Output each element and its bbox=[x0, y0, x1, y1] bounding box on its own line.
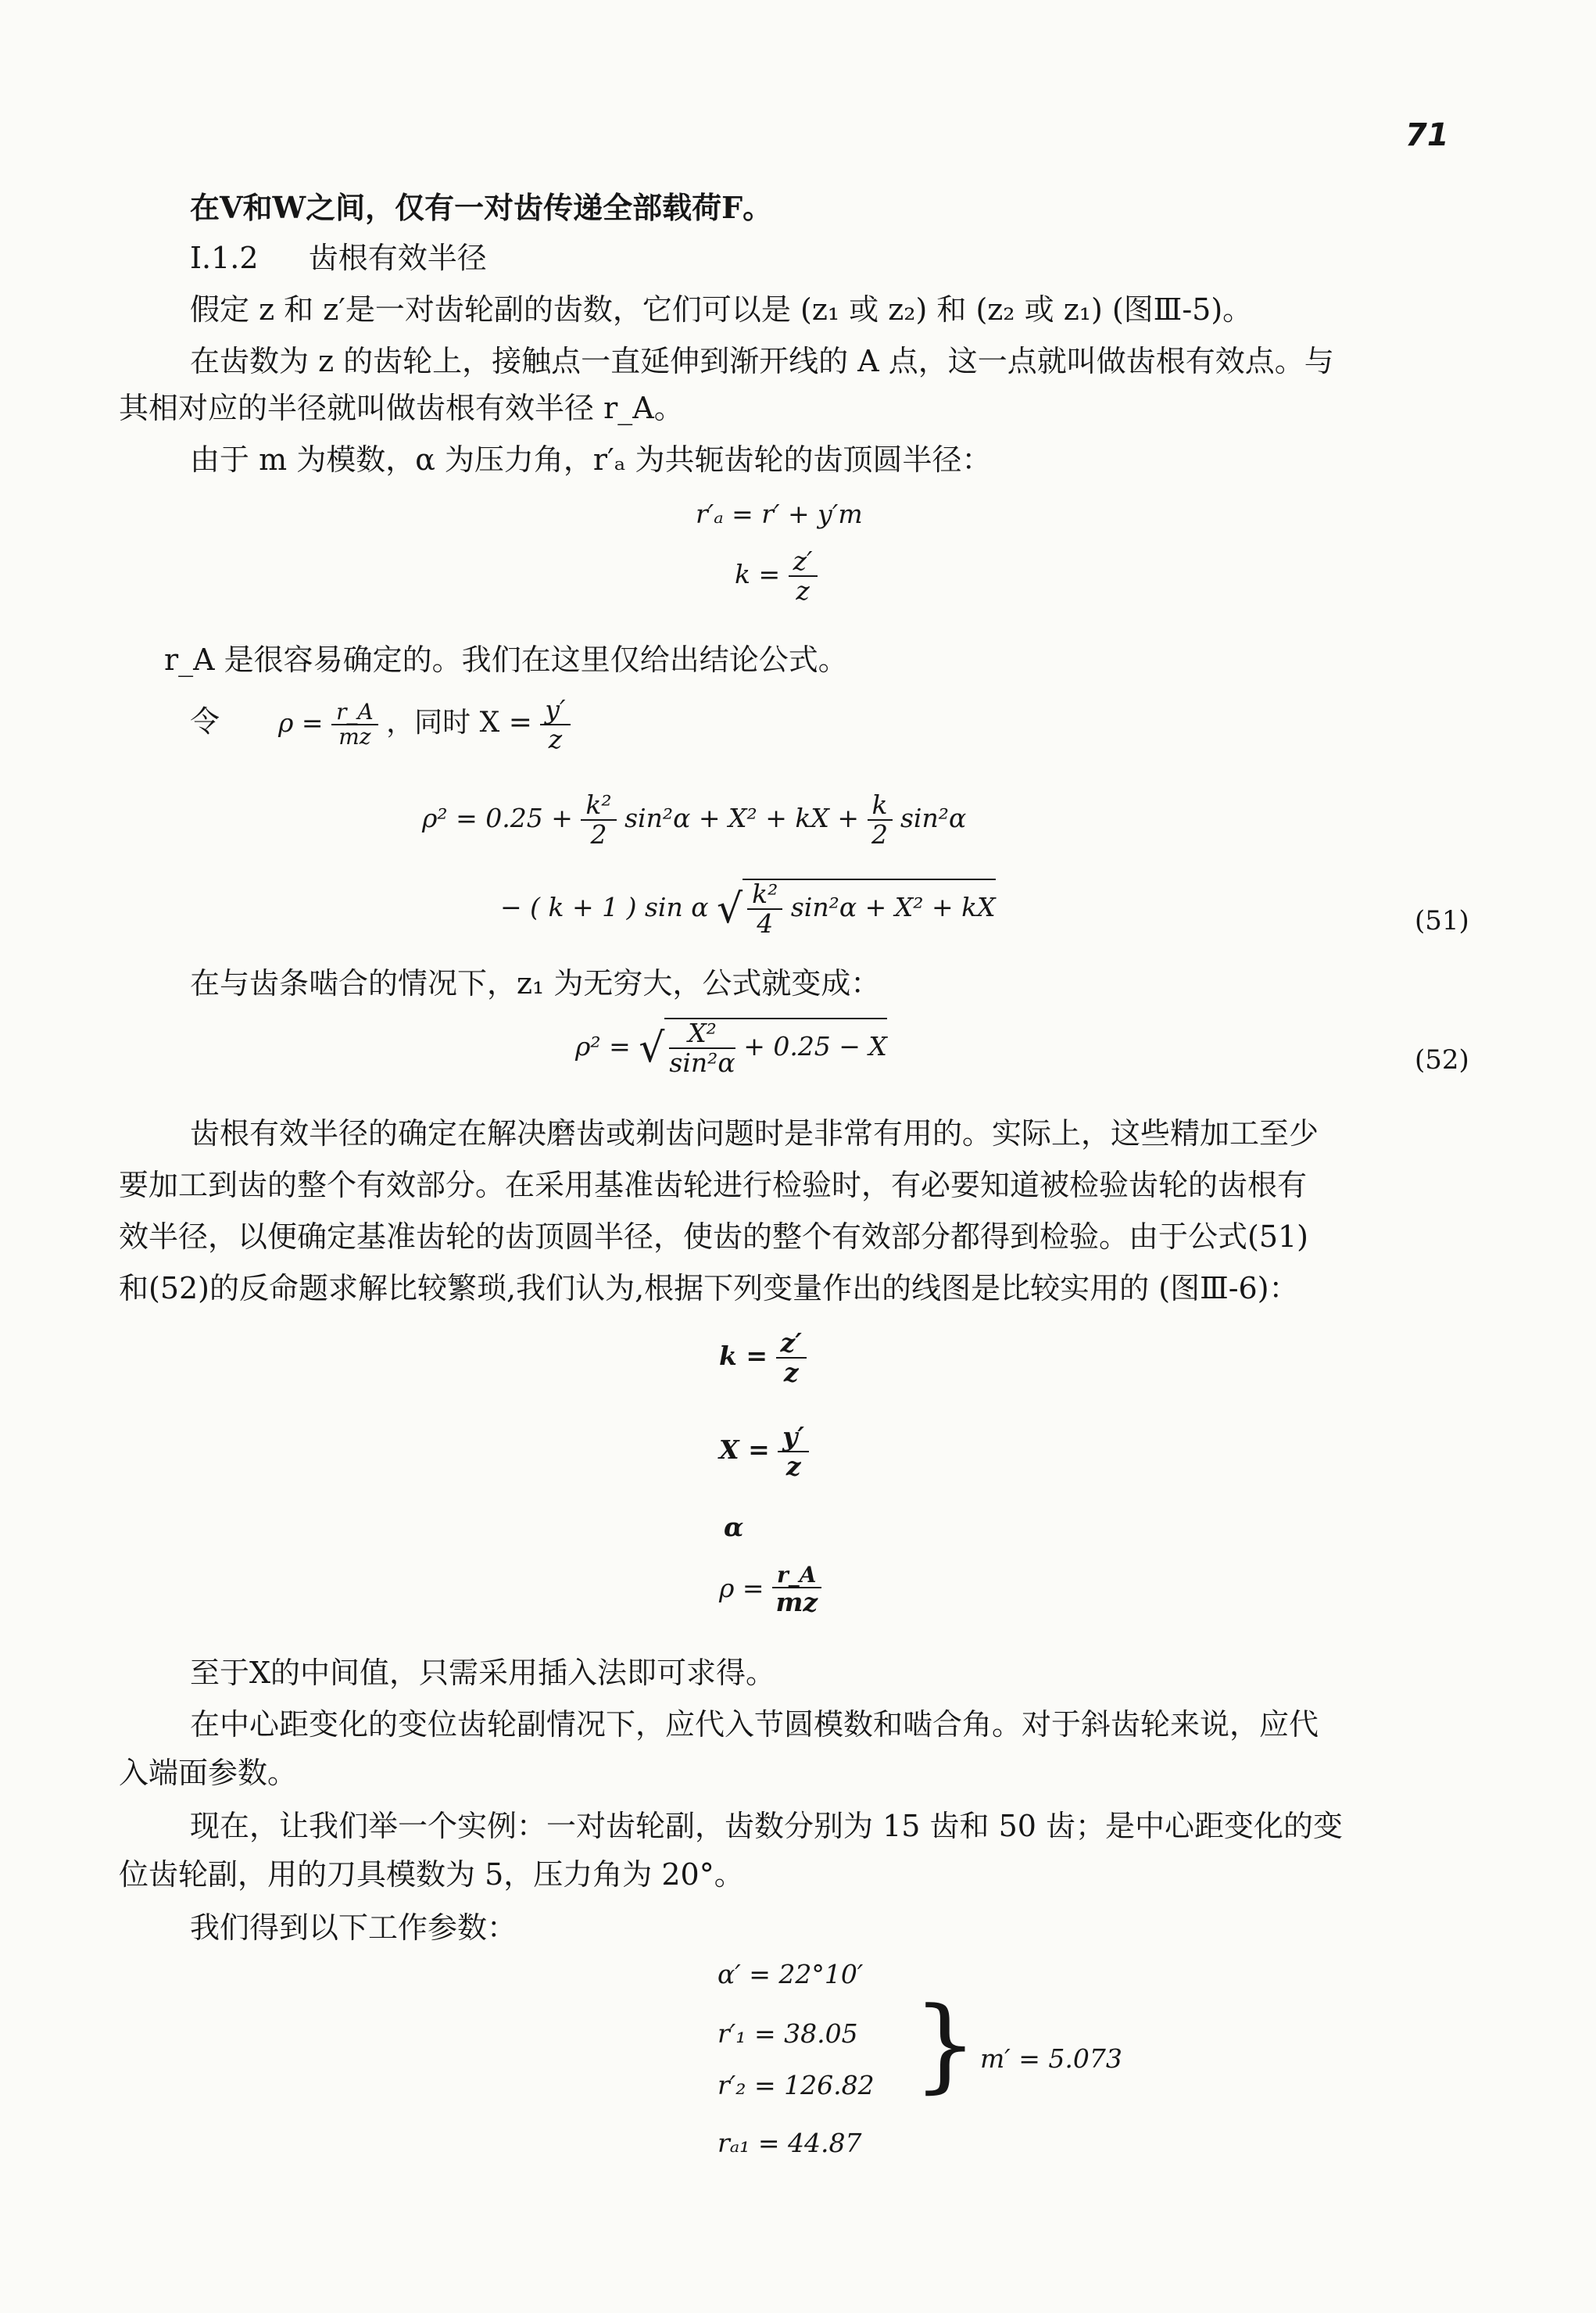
eq51-fraction-2 bbox=[868, 791, 893, 849]
paragraph-5: 在与齿条啮合的情况下，z₁ 为无穷大，公式就变成： bbox=[190, 966, 881, 1001]
paragraph-8-line-1: 在中心距变化的变位齿轮副情况下，应代入节圆模数和啮合角。对于斜齿轮来说，应代 bbox=[190, 1707, 1319, 1742]
param-r1: r′₁ = 38.05 bbox=[717, 2018, 858, 2049]
var-k bbox=[719, 1329, 807, 1387]
sqrt-symbol: √ bbox=[639, 1025, 665, 1072]
equation-51-line-1 bbox=[422, 791, 966, 849]
let-rho-lhs: ρ = bbox=[278, 707, 324, 738]
eq52-rest: + 0.25 − X bbox=[743, 1031, 887, 1062]
eq51-den-3: 4 bbox=[757, 908, 774, 939]
equation-52-number: (52) bbox=[1415, 1044, 1469, 1076]
eq51-part-a: ρ² = 0.25 + bbox=[422, 803, 573, 833]
right-brace: } bbox=[913, 1985, 978, 2104]
eq51-radicand bbox=[743, 879, 995, 938]
let-rho-denominator: mz bbox=[338, 724, 371, 750]
var-alpha: α bbox=[724, 1512, 744, 1542]
let-word: 令 bbox=[190, 704, 220, 739]
eq52-lhs: ρ² = bbox=[575, 1031, 631, 1062]
eq51-num-2: k bbox=[868, 791, 893, 821]
var-k-lhs: k = bbox=[719, 1341, 768, 1371]
var-rho-denominator: mz bbox=[775, 1587, 818, 1617]
var-x-lhs: X = bbox=[719, 1434, 770, 1465]
equation-51-number: (51) bbox=[1415, 905, 1469, 936]
paragraph-6-line-4: 和(52)的反命题求解比较繁琐,我们认为,根据下列变量作出的线图是比较实用的 (图Ⅲ-6)： bbox=[119, 1271, 1299, 1305]
let-rho-numerator: r_A bbox=[331, 700, 378, 725]
let-rho-fraction bbox=[331, 700, 378, 749]
eq-k-denominator: z bbox=[796, 575, 810, 606]
var-k-denominator: z bbox=[783, 1357, 799, 1387]
paragraph-1: 假定 z 和 z′是一对齿轮副的齿数，它们可以是 (z₁ 或 z₂) 和 (z₂ 或 z₁) (图Ⅲ-5)。 bbox=[190, 292, 1253, 327]
var-rho-numerator: r_A bbox=[772, 1563, 821, 1588]
var-x-fraction bbox=[778, 1423, 809, 1481]
eq51-part-c: sin²α bbox=[900, 803, 967, 833]
eq51-fraction-1 bbox=[581, 791, 616, 849]
paragraph-6-line-3: 效半径，以便确定基准齿轮的齿顶圆半径，使齿的整个有效部分都得到检验。由于公式(51) bbox=[119, 1219, 1309, 1254]
paragraph-8-line-2: 入端面参数。 bbox=[119, 1756, 298, 1790]
eq-k-fraction bbox=[789, 547, 818, 605]
param-m: m′ = 5.073 bbox=[980, 2043, 1122, 2074]
intro-line: 在V和W之间，仅有一对齿传递全部载荷F。 bbox=[190, 190, 773, 225]
eq51-den-2: 2 bbox=[871, 819, 888, 850]
sqrt-symbol: √ bbox=[717, 886, 743, 933]
let-mid: ，同时 X = bbox=[386, 707, 532, 739]
paragraph-9-line-1: 现在，让我们举一个实例：一对齿轮副，齿数分别为 15 齿和 50 齿；是中心距变化的变 bbox=[190, 1809, 1344, 1843]
var-k-numerator: z′ bbox=[776, 1329, 807, 1359]
section-title: 齿根有效半径 bbox=[308, 241, 487, 275]
paragraph-3: 由于 m 为模数，α 为压力角，r′ₐ 为共轭齿轮的齿顶圆半径： bbox=[190, 442, 992, 477]
param-alpha: α′ = 22°10′ bbox=[717, 1959, 864, 1989]
section-heading bbox=[190, 241, 487, 275]
equation-51-line-2 bbox=[500, 879, 996, 938]
eq51-fraction-3 bbox=[747, 880, 782, 938]
eq51-line2-b: sin²α + X² + kX bbox=[790, 892, 996, 922]
eq52-fraction bbox=[669, 1019, 735, 1077]
paragraph-2-line-2: 其相对应的半径就叫做齿根有效半径 r_A。 bbox=[119, 391, 684, 425]
paragraph-10: 我们得到以下工作参数： bbox=[190, 1910, 517, 1945]
let-x-denominator: z bbox=[548, 724, 563, 754]
param-r2: r′₂ = 126.82 bbox=[717, 2070, 875, 2100]
var-x bbox=[719, 1423, 809, 1481]
equation-52 bbox=[575, 1018, 887, 1077]
eq52-radicand bbox=[664, 1018, 887, 1077]
paragraph-6-line-1: 齿根有效半径的确定在解决磨齿或剃齿问题时是非常有用的。实际上，这些精加工至少 bbox=[190, 1116, 1319, 1151]
eq-k-lhs: k = bbox=[735, 559, 781, 589]
var-x-numerator: y′ bbox=[778, 1423, 809, 1452]
page-number: 71 bbox=[1405, 117, 1449, 153]
var-k-fraction bbox=[776, 1329, 807, 1387]
equation-k bbox=[735, 547, 818, 605]
let-x-numerator: y′ bbox=[540, 696, 570, 725]
var-x-denominator: z bbox=[785, 1451, 801, 1481]
equation-ra: r′ₐ = r′ + y′m bbox=[696, 499, 863, 529]
eq-k-numerator: z′ bbox=[789, 547, 818, 577]
param-ra1: rₐ₁ = 44.87 bbox=[717, 2128, 862, 2158]
eq51-num-3: k² bbox=[747, 880, 782, 910]
var-rho-fraction bbox=[772, 1563, 821, 1617]
paragraph-9-line-2: 位齿轮副，用的刀具模数为 5，压力角为 20°。 bbox=[119, 1857, 744, 1892]
paragraph-7: 至于X的中间值，只需采用插入法即可求得。 bbox=[190, 1656, 776, 1690]
eq51-den-1: 2 bbox=[590, 819, 607, 850]
eq51-part-b: sin²α + X² + kX + bbox=[624, 803, 859, 833]
paragraph-2-line-1: 在齿数为 z 的齿轮上，接触点一直延伸到渐开线的 A 点，这一点就叫做齿根有效点。与 bbox=[190, 344, 1334, 378]
eq52-denominator: sin²α bbox=[669, 1047, 735, 1078]
eq51-num-1: k² bbox=[581, 791, 616, 821]
let-definition bbox=[190, 696, 571, 754]
eq51-line2-a: − ( k + 1 ) sin α bbox=[500, 892, 709, 922]
var-rho-lhs: ρ = bbox=[719, 1573, 764, 1603]
eq52-numerator: X² bbox=[669, 1019, 735, 1049]
paragraph-6-line-2: 要加工到齿的整个有效部分。在采用基准齿轮进行检验时，有必要知道被检验齿轮的齿根有 bbox=[119, 1168, 1308, 1202]
paragraph-4: r_A 是很容易确定的。我们在这里仅给出结论公式。 bbox=[164, 643, 848, 677]
let-x-fraction bbox=[540, 696, 570, 754]
var-rho bbox=[719, 1563, 821, 1617]
section-number: Ⅰ.1.2 bbox=[190, 241, 259, 275]
